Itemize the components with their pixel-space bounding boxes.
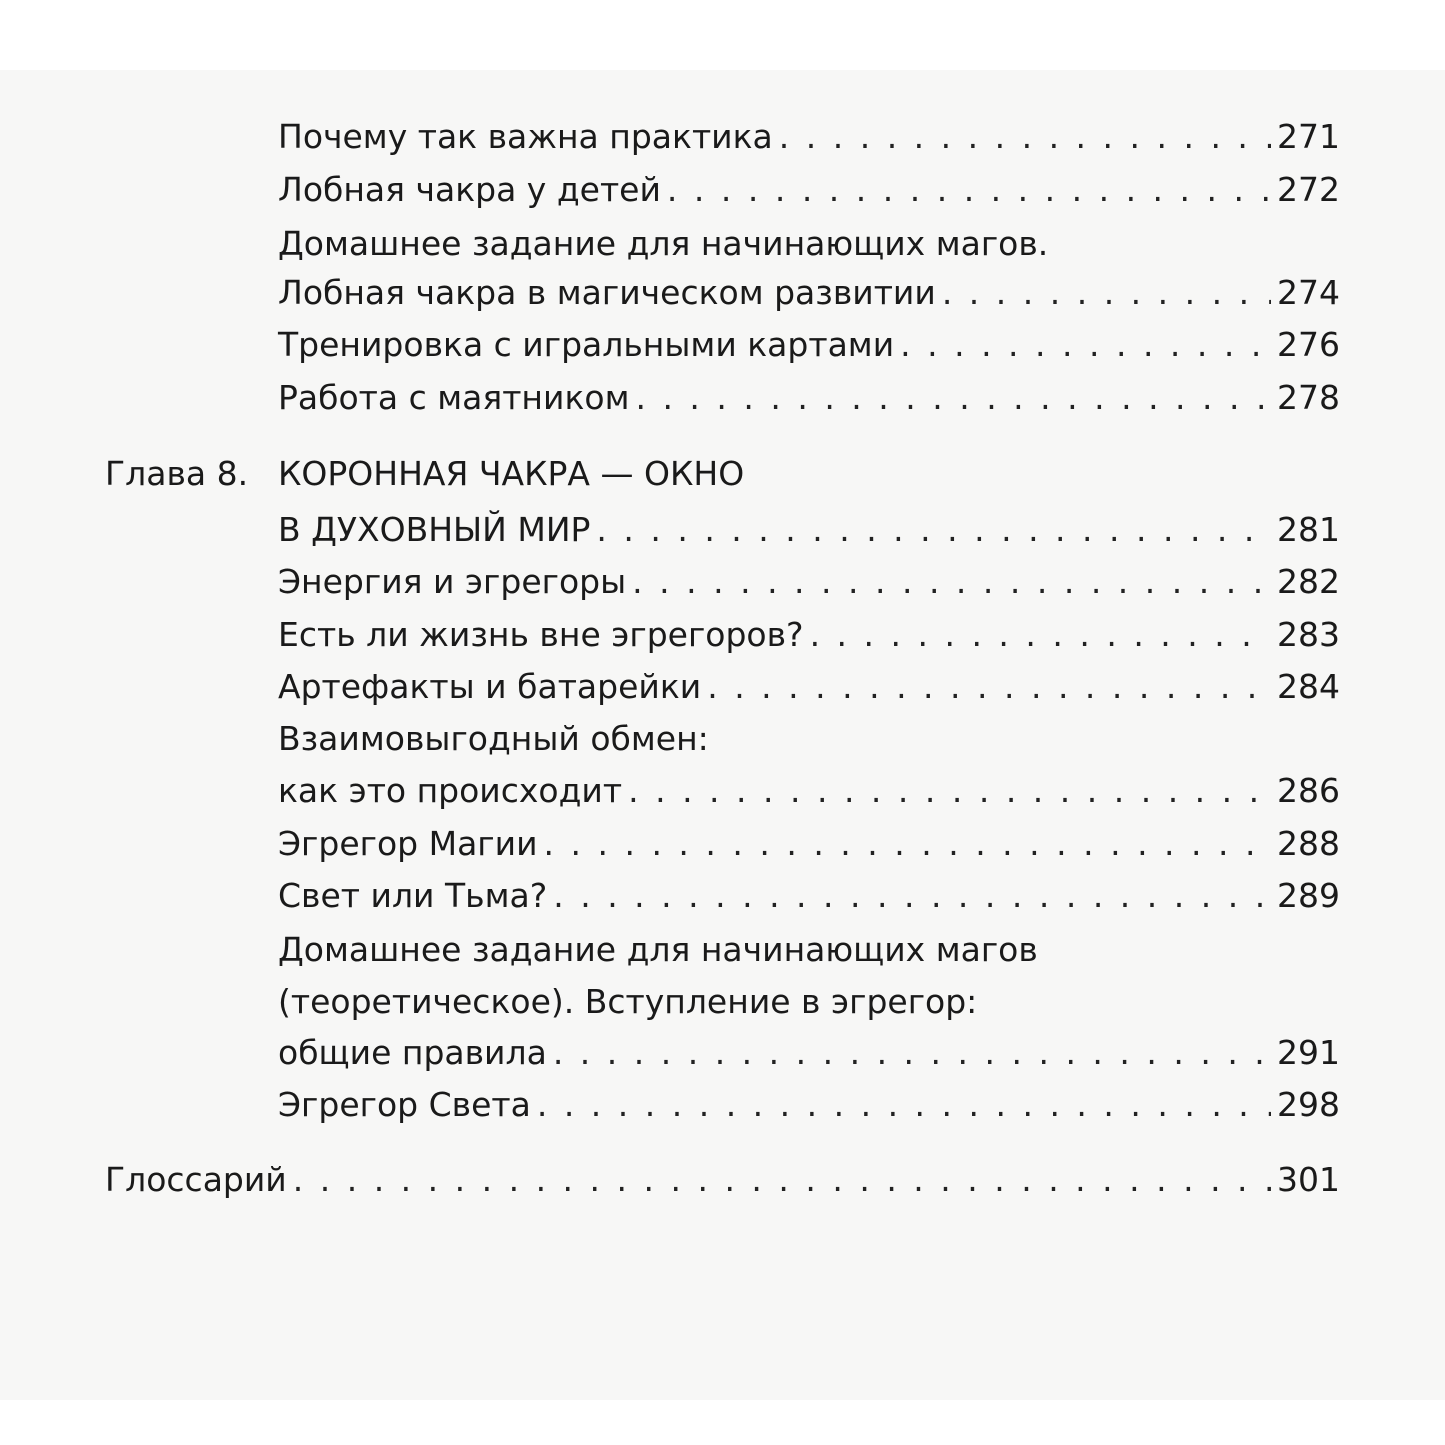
toc-entry-title: Есть ли жизнь вне эгрегоров?	[278, 615, 810, 655]
dot-leader	[900, 325, 1271, 365]
toc-entry	[0, 667, 1340, 707]
chapter-title-line1: КОРОННАЯ ЧАКРА — ОКНО	[278, 454, 750, 494]
toc-entry-page: 298	[1271, 1085, 1340, 1125]
glossary-page: 301	[1271, 1160, 1340, 1200]
book-page	[0, 70, 1445, 1400]
dot-leader	[553, 876, 1271, 916]
dot-leader	[942, 273, 1271, 313]
toc-entry	[0, 273, 1340, 313]
toc-entry-page: 284	[1271, 667, 1340, 707]
toc-entry-title: Лобная чакра в магическом развитии	[278, 273, 942, 313]
toc-entry-page: 276	[1271, 325, 1340, 365]
toc-entry-title: Домашнее задание для начинающих магов	[278, 930, 1044, 970]
toc-entry	[0, 930, 1340, 970]
toc-entry-title: Эгрегор Магии	[278, 824, 544, 864]
chapter-label: Глава 8.	[105, 454, 249, 493]
toc-entry-title: как это происходит	[278, 771, 628, 811]
toc-entry-page: 271	[1271, 117, 1340, 157]
toc-entry-page: 278	[1271, 378, 1340, 418]
toc-entry-title: Свет или Тьма?	[278, 876, 553, 916]
toc-entry	[0, 615, 1340, 655]
toc-entry-title: Энергия и эгрегоры	[278, 562, 632, 602]
dot-leader	[537, 1085, 1271, 1125]
toc-entry-title: Артефакты и батарейки	[278, 667, 707, 707]
dot-leader	[553, 1033, 1271, 1073]
dot-leader	[293, 1160, 1271, 1200]
toc-entry-page: 274	[1271, 273, 1340, 313]
toc-entry	[0, 378, 1340, 418]
dot-leader	[707, 667, 1271, 707]
toc-entry	[0, 325, 1340, 365]
toc-entry-title: Тренировка с игральными картами	[278, 325, 900, 365]
dot-leader	[667, 170, 1271, 210]
toc-entry-title: Взаимовыгодный обмен:	[278, 719, 715, 759]
dot-leader	[632, 562, 1271, 602]
toc-entry-page: 283	[1271, 615, 1340, 655]
toc-entry	[0, 719, 1340, 759]
toc-entry	[0, 824, 1340, 864]
toc-entry-page: 289	[1271, 876, 1340, 916]
dot-leader	[628, 771, 1271, 811]
toc-entry	[0, 117, 1340, 157]
toc-entry	[0, 876, 1340, 916]
chapter-title-line2: В ДУХОВНЫЙ МИР	[278, 510, 596, 550]
toc-entry	[0, 982, 1340, 1022]
dot-leader	[779, 117, 1271, 157]
chapter-heading-line2	[0, 510, 1340, 550]
toc-entry-page: 272	[1271, 170, 1340, 210]
toc-entry	[0, 1085, 1340, 1125]
chapter-heading	[0, 454, 1340, 494]
toc-entry-title: общие правила	[278, 1033, 553, 1073]
dot-leader	[810, 615, 1271, 655]
dot-leader	[544, 824, 1271, 864]
dot-leader	[596, 510, 1271, 550]
toc-entry-title: Работа с маятником	[278, 378, 635, 418]
glossary-entry	[0, 1160, 1340, 1200]
dot-leader	[635, 378, 1271, 418]
toc-entry-title: Эгрегор Света	[278, 1085, 537, 1125]
toc-entry	[0, 562, 1340, 602]
toc-entry-page: 286	[1271, 771, 1340, 811]
toc-entry	[0, 1033, 1340, 1073]
toc-entry-title: Домашнее задание для начинающих магов.	[278, 224, 1054, 264]
glossary-title: Глоссарий	[105, 1160, 293, 1200]
toc-entry-title: (теоретическое). Вступление в эгрегор:	[278, 982, 983, 1022]
toc-entry-title: Лобная чакра у детей	[278, 170, 667, 210]
toc-entry	[0, 170, 1340, 210]
toc-entry-page: 291	[1271, 1033, 1340, 1073]
toc-entry-page: 282	[1271, 562, 1340, 602]
toc-entry-page: 288	[1271, 824, 1340, 864]
toc-entry	[0, 771, 1340, 811]
toc-entry	[0, 224, 1340, 264]
toc-entry-title: Почему так важна практика	[278, 117, 779, 157]
chapter-page: 281	[1271, 510, 1340, 550]
